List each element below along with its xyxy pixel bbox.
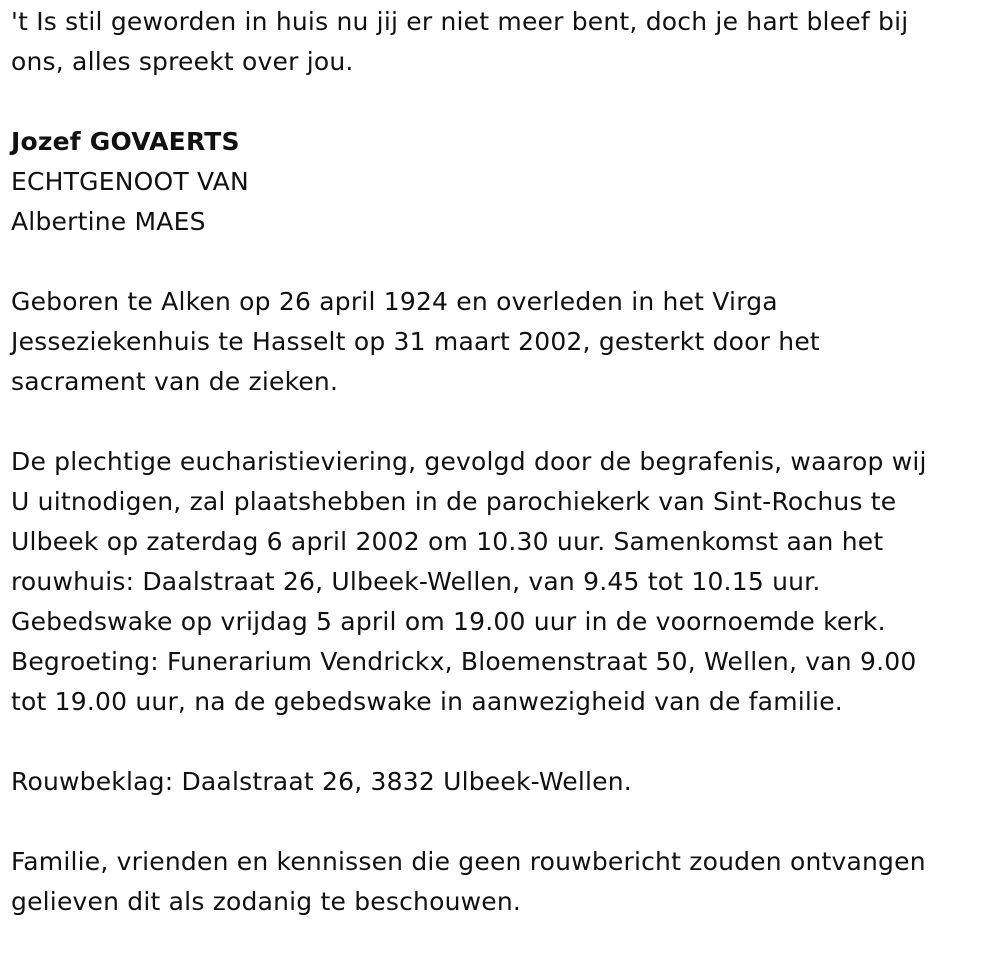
- spacer: [11, 722, 986, 762]
- quote-line: 't Is stil geworden in huis nu jij er niet meer bent, doch je hart bleef bij: [11, 7, 909, 36]
- paragraph-line: Geboren te Alken op 26 april 1924 en overleden in het Virga: [11, 287, 778, 316]
- paragraph-line: Ulbeek op zaterdag 6 april 2002 om 10.30 uur. Samenkomst aan het: [11, 527, 884, 556]
- paragraph-line: Jesseziekenhuis te Hasselt op 31 maart 2002, gesterkt door het: [11, 327, 820, 356]
- paragraph-line: sacrament van de zieken.: [11, 367, 339, 396]
- spacer: [11, 242, 986, 282]
- paragraph-line: Familie, vrienden en kennissen die geen rouwbericht zouden ontvangen: [11, 847, 926, 876]
- ceremony-paragraph: [11, 442, 986, 722]
- closing-notice: [11, 842, 986, 922]
- condolence-address: Rouwbeklag: Daalstraat 26, 3832 Ulbeek-Wellen.: [11, 767, 632, 796]
- birth-death-paragraph: [11, 282, 986, 402]
- opening-quote: [11, 2, 986, 82]
- spouse-name: Albertine MAES: [11, 207, 206, 236]
- obituary-document: [11, 2, 986, 922]
- paragraph-line: rouwhuis: Daalstraat 26, Ulbeek-Wellen, van 9.45 tot 10.15 uur.: [11, 567, 821, 596]
- spacer: [11, 802, 986, 842]
- spacer: [11, 402, 986, 442]
- paragraph-line: Gebedswake op vrijdag 5 april om 19.00 uur in de voornoemde kerk.: [11, 607, 886, 636]
- paragraph-line: tot 19.00 uur, na de gebedswake in aanwezigheid van de familie.: [11, 687, 843, 716]
- relation-label: ECHTGENOOT VAN: [11, 167, 249, 196]
- quote-line: ons, alles spreekt over jou.: [11, 47, 354, 76]
- paragraph-line: Begroeting: Funerarium Vendrickx, Bloemenstraat 50, Wellen, van 9.00: [11, 647, 917, 676]
- paragraph-line: gelieven dit als zodanig te beschouwen.: [11, 887, 522, 916]
- paragraph-line: U uitnodigen, zal plaatshebben in de parochiekerk van Sint-Rochus te: [11, 487, 897, 516]
- deceased-name: Jozef GOVAERTS: [11, 127, 240, 156]
- paragraph-line: De plechtige eucharistieviering, gevolgd door de begrafenis, waarop wij: [11, 447, 927, 476]
- spacer: [11, 82, 986, 122]
